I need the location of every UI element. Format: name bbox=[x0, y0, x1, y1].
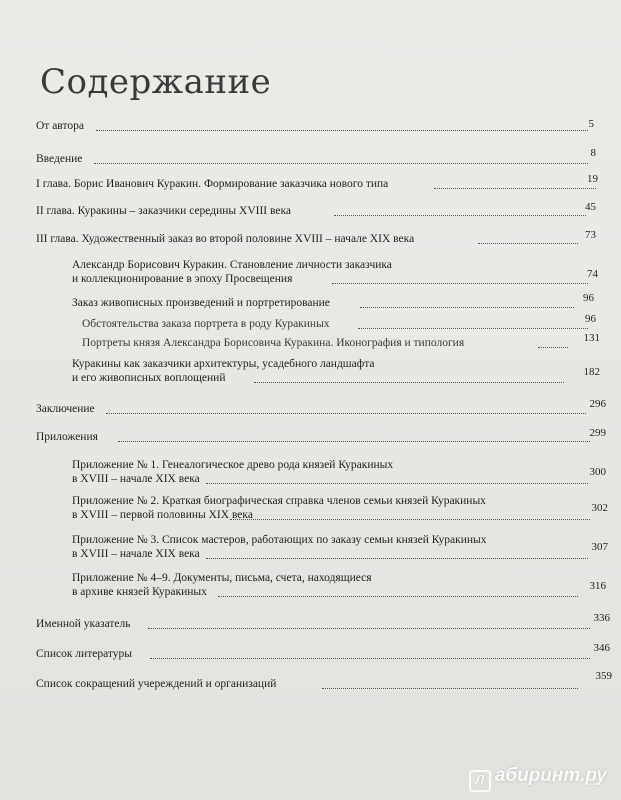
toc-entry-appendix-3: Приложение № 3. Список мастеров, работающих по заказу семьи князей Куракиных в XVIII – начале XIX века bbox=[72, 534, 487, 560]
page-number: 45 bbox=[585, 201, 596, 213]
toc-entry-appendices: Приложения bbox=[36, 431, 98, 443]
page-number: 296 bbox=[589, 398, 606, 410]
dot-leader bbox=[332, 283, 588, 284]
dot-leader bbox=[150, 658, 590, 659]
toc-entry-bibliography: Список литературы bbox=[36, 648, 132, 660]
toc-entry-appendix-2: Приложение № 2. Краткая биографическая справка членов семьи князей Куракиных в XVIII – первой половины XIX века bbox=[72, 495, 486, 521]
dot-leader bbox=[230, 519, 590, 520]
page-number: 336 bbox=[593, 612, 610, 624]
dot-leader bbox=[148, 628, 590, 629]
toc-entry-appendix-4-9: Приложение № 4–9. Документы, письма, счета, находящиеся в архиве князей Куракиных bbox=[72, 572, 372, 598]
toc-entry-subsection-circumstances: Обстоятельства заказа портрета в роду Куракиных bbox=[82, 318, 330, 330]
page-number: 300 bbox=[589, 466, 606, 478]
dot-leader bbox=[360, 307, 574, 308]
toc-entry-subsection-portraits: Портреты князя Александра Борисовича Куракина. Иконография и типология bbox=[82, 337, 465, 349]
dot-leader bbox=[96, 130, 588, 131]
page-number: 182 bbox=[583, 366, 600, 378]
toc-entry-section-kurakin: Александр Борисович Куракин. Становление личности заказчика и коллекционирование в эпоху Просвещения bbox=[72, 259, 392, 285]
dot-leader bbox=[434, 188, 596, 189]
dot-leader bbox=[478, 243, 578, 244]
page-number: 19 bbox=[587, 173, 598, 185]
dot-leader bbox=[334, 215, 586, 216]
page-number: 359 bbox=[595, 670, 612, 682]
toc-entry-abbreviations: Список сокращений учереждений и организаций bbox=[36, 678, 277, 690]
page-number: 73 bbox=[585, 229, 596, 241]
page-number: 131 bbox=[583, 332, 600, 344]
page-number: 96 bbox=[583, 292, 594, 304]
toc-entry-author: От автора bbox=[36, 120, 84, 132]
toc-entry-intro: Введение bbox=[36, 153, 83, 165]
toc-entry-chapter-3: III глава. Художественный заказ во второй половине XVIII – начале XIX века bbox=[36, 233, 415, 245]
dot-leader bbox=[118, 441, 590, 442]
dot-leader bbox=[94, 163, 588, 164]
toc-entry-chapter-1: I глава. Борис Иванович Куракин. Формирование заказчика нового типа bbox=[36, 178, 389, 190]
dot-leader bbox=[218, 596, 578, 597]
dot-leader bbox=[538, 347, 568, 348]
toc-entry-conclusion: Заключение bbox=[36, 403, 95, 415]
page-number: 307 bbox=[591, 541, 608, 553]
dot-leader bbox=[358, 328, 588, 329]
dot-leader bbox=[254, 382, 564, 383]
toc-entry-section-painting: Заказ живописных произведений и портретирование bbox=[72, 297, 330, 309]
dot-leader bbox=[206, 558, 588, 559]
dot-leader bbox=[106, 413, 586, 414]
page-number: 302 bbox=[591, 502, 608, 514]
page-number: 96 bbox=[585, 313, 596, 325]
toc-entry-appendix-1: Приложение № 1. Генеалогическое древо рода князей Куракиных в XVIII – начале XIX века bbox=[72, 459, 394, 485]
page-number: 8 bbox=[590, 147, 596, 159]
labirint-watermark: Л абиринт.ру bbox=[469, 765, 607, 792]
toc-entry-chapter-2: II глава. Куракины – заказчики середины XVIII века bbox=[36, 205, 291, 217]
page-number: 316 bbox=[589, 580, 606, 592]
toc-entry-name-index: Именной указатель bbox=[36, 618, 131, 630]
page-number: 346 bbox=[593, 642, 610, 654]
page-number: 299 bbox=[589, 427, 606, 439]
dot-leader bbox=[206, 483, 588, 484]
page-title: Содержание bbox=[40, 62, 272, 102]
page-number: 74 bbox=[587, 268, 598, 280]
toc-entry-section-architecture: Куракины как заказчики архитектуры, усадебного ландшафта и его живописных воплощений bbox=[72, 358, 375, 384]
page-number: 5 bbox=[588, 118, 594, 130]
labirint-logo-icon: Л bbox=[469, 770, 491, 792]
dot-leader bbox=[322, 688, 578, 689]
